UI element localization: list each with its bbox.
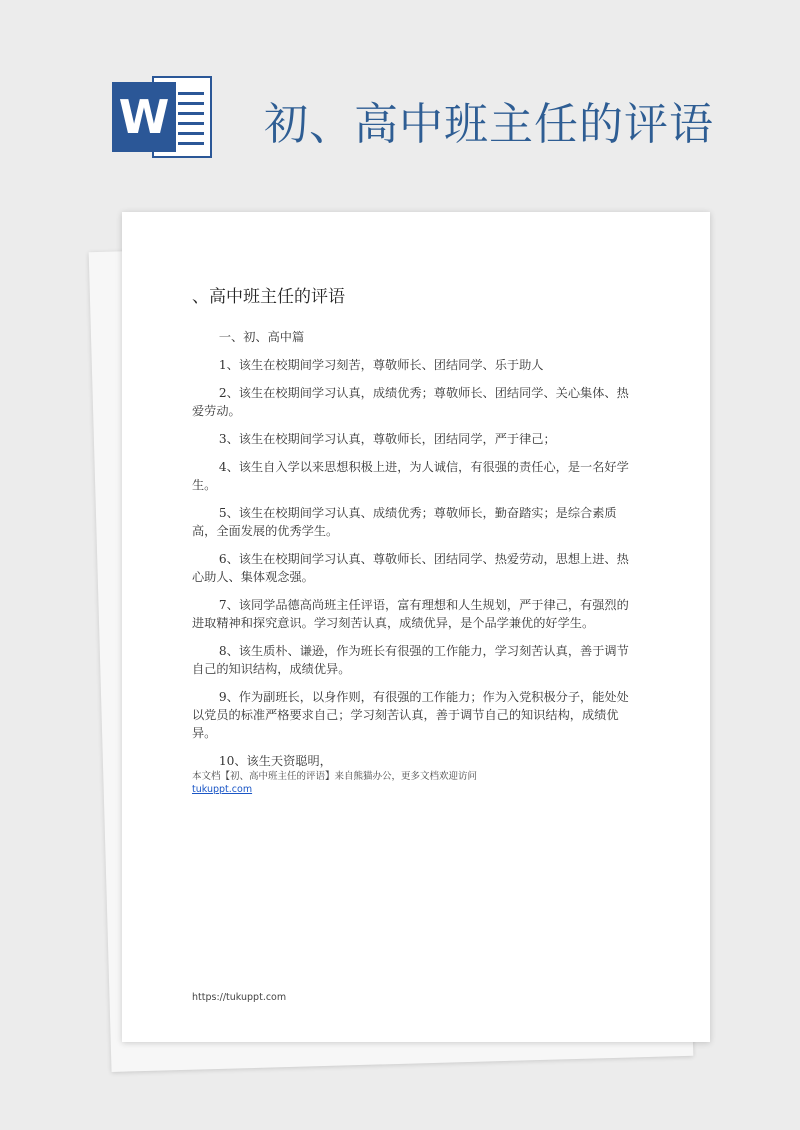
paragraph: 10、该生天资聪明， <box>218 754 332 768</box>
paragraph: 2、该生在校期间学习认真，成绩优秀；尊敬师长、团结同学、关心集体、热爱劳动。 <box>192 386 629 418</box>
word-badge-icon: W <box>112 82 176 152</box>
paragraph: 8、该生质朴、谦逊，作为班长有很强的工作能力，学习刻苦认真，善于调节自己的知识结构，成绩优异。 <box>192 644 629 676</box>
document-body <box>192 328 638 780</box>
paragraph: 1、该生在校期间学习刻苦，尊敬师长、团结同学、乐于助人 <box>218 358 544 372</box>
paragraph: 7、该同学品德高尚班主任评语，富有理想和人生规划，严于律己，有强烈的进取精神和探究意识。学习刻苦认真，成绩优异，是个品学兼优的好学生。 <box>192 598 629 630</box>
word-app-icon <box>112 76 212 158</box>
document-page <box>122 212 710 1042</box>
paragraph: 4、该生自入学以来思想积极上进，为人诚信，有很强的责任心，是一名好学生。 <box>192 460 629 492</box>
source-note-text: 本文档【初、高中班主任的评语】来自熊猫办公，更多文档欢迎访问 <box>192 771 478 782</box>
paragraph: 9、作为副班长，以身作则，有很强的工作能力；作为入党积极分子，能处处以党员的标准严格要求自己；学习刻苦认真，善于调节自己的知识结构，成绩优异。 <box>192 690 629 740</box>
paragraph: 一、初、高中篇 <box>218 330 305 344</box>
paragraph: 3、该生在校期间学习认真，尊敬师长，团结同学，严于律己； <box>218 432 556 446</box>
paragraph: 6、该生在校期间学习认真、尊敬师长、团结同学、热爱劳动，思想上进、热心助人、集体观念强。 <box>192 552 629 584</box>
source-note <box>192 770 652 796</box>
source-link[interactable]: tukuppt.com <box>192 784 253 795</box>
page-url: https://tukuppt.com <box>192 992 287 1003</box>
paragraph: 5、该生在校期间学习认真、成绩优秀；尊敬师长，勤奋踏实；是综合素质高，全面发展的优秀学生。 <box>192 506 617 538</box>
document-title: 、高中班主任的评语 <box>192 287 345 307</box>
banner-title: 初、高中班主任的评语 <box>264 99 714 150</box>
